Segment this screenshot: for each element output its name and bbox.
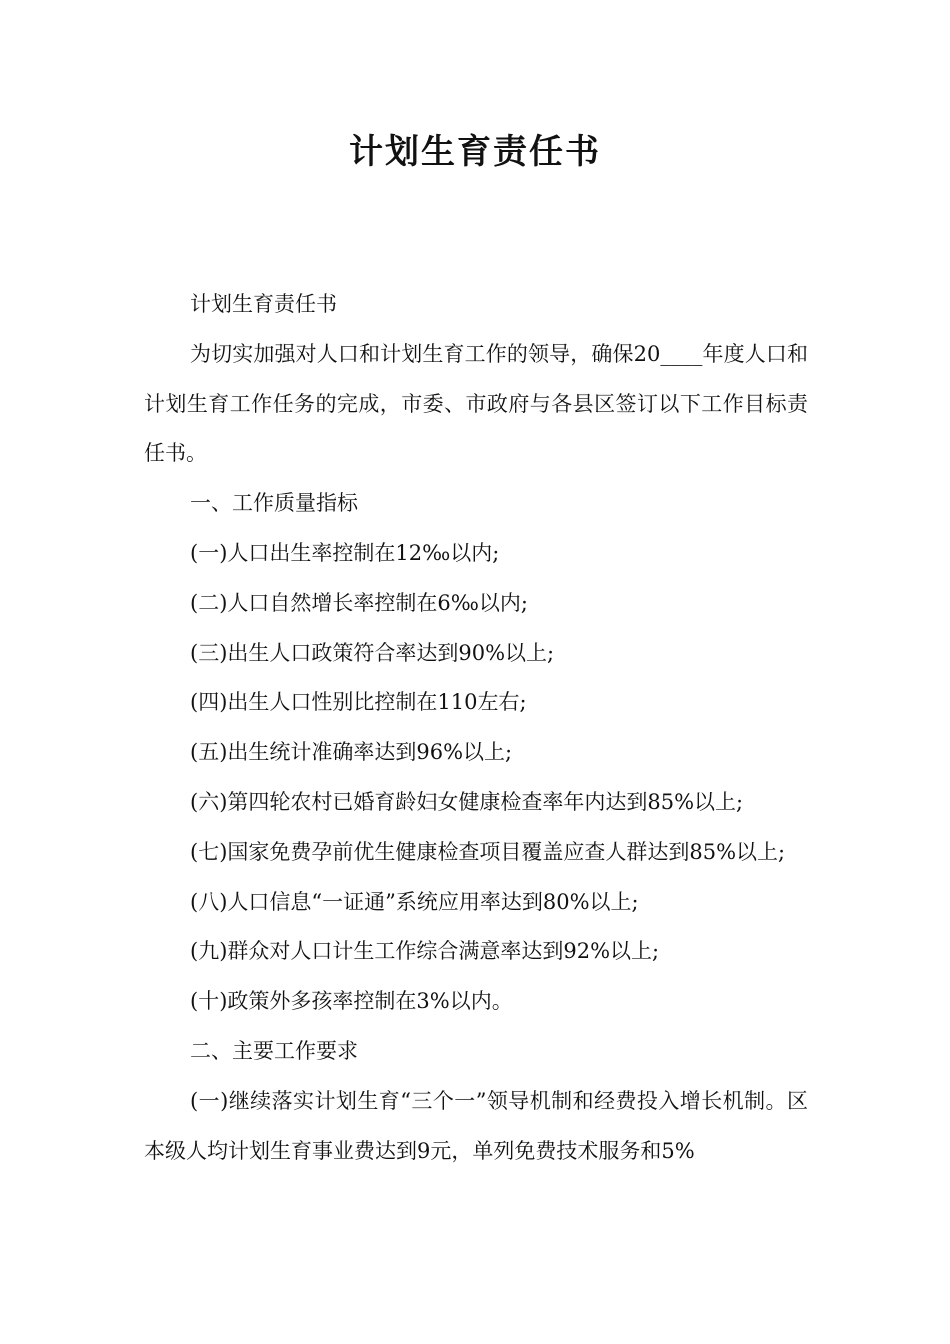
- indicator-item: (一)人口出生率控制在12‰以内;: [190, 540, 500, 565]
- paragraph-intro: 为切实加强对人口和计划生育工作的领导，确保20____年度人口和计划生育工作任务的完成，市委、市政府与各县区签订以下工作目标责任书。: [144, 341, 808, 466]
- indicator-item: (九)群众对人口计生工作综合满意率达到92%以上;: [190, 939, 660, 964]
- indicator-item: (六)第四轮农村已婚育龄妇女健康检查率年内达到85%以上;: [190, 789, 744, 814]
- requirement-item: (一)继续落实计划生育“三个一”领导机制和经费投入增长机制。区本级人均计划生育事业费达到9元，单列免费技术服务和5%: [144, 1088, 808, 1163]
- indicator-item: (四)出生人口性别比控制在110左右;: [190, 690, 527, 715]
- document-body: [144, 280, 808, 1176]
- page-title: 计划生育责任书: [349, 132, 601, 172]
- section-heading-quality-indicators: 一、工作质量指标: [190, 491, 358, 516]
- paragraph-subtitle: 计划生育责任书: [190, 292, 337, 316]
- indicator-item: (五)出生统计准确率达到96%以上;: [190, 740, 513, 765]
- indicator-item: (二)人口自然增长率控制在6‰以内;: [190, 590, 528, 615]
- indicator-item: (七)国家免费孕前优生健康检查项目覆盖应查人群达到85%以上;: [190, 839, 786, 864]
- indicator-item: (八)人口信息“一证通”系统应用率达到80%以上;: [190, 889, 639, 914]
- indicator-item: (三)出生人口政策符合率达到90%以上;: [190, 640, 555, 665]
- section-heading-work-requirements: 二、主要工作要求: [190, 1038, 358, 1063]
- indicator-item: (十)政策外多孩率控制在3%以内。: [190, 989, 513, 1014]
